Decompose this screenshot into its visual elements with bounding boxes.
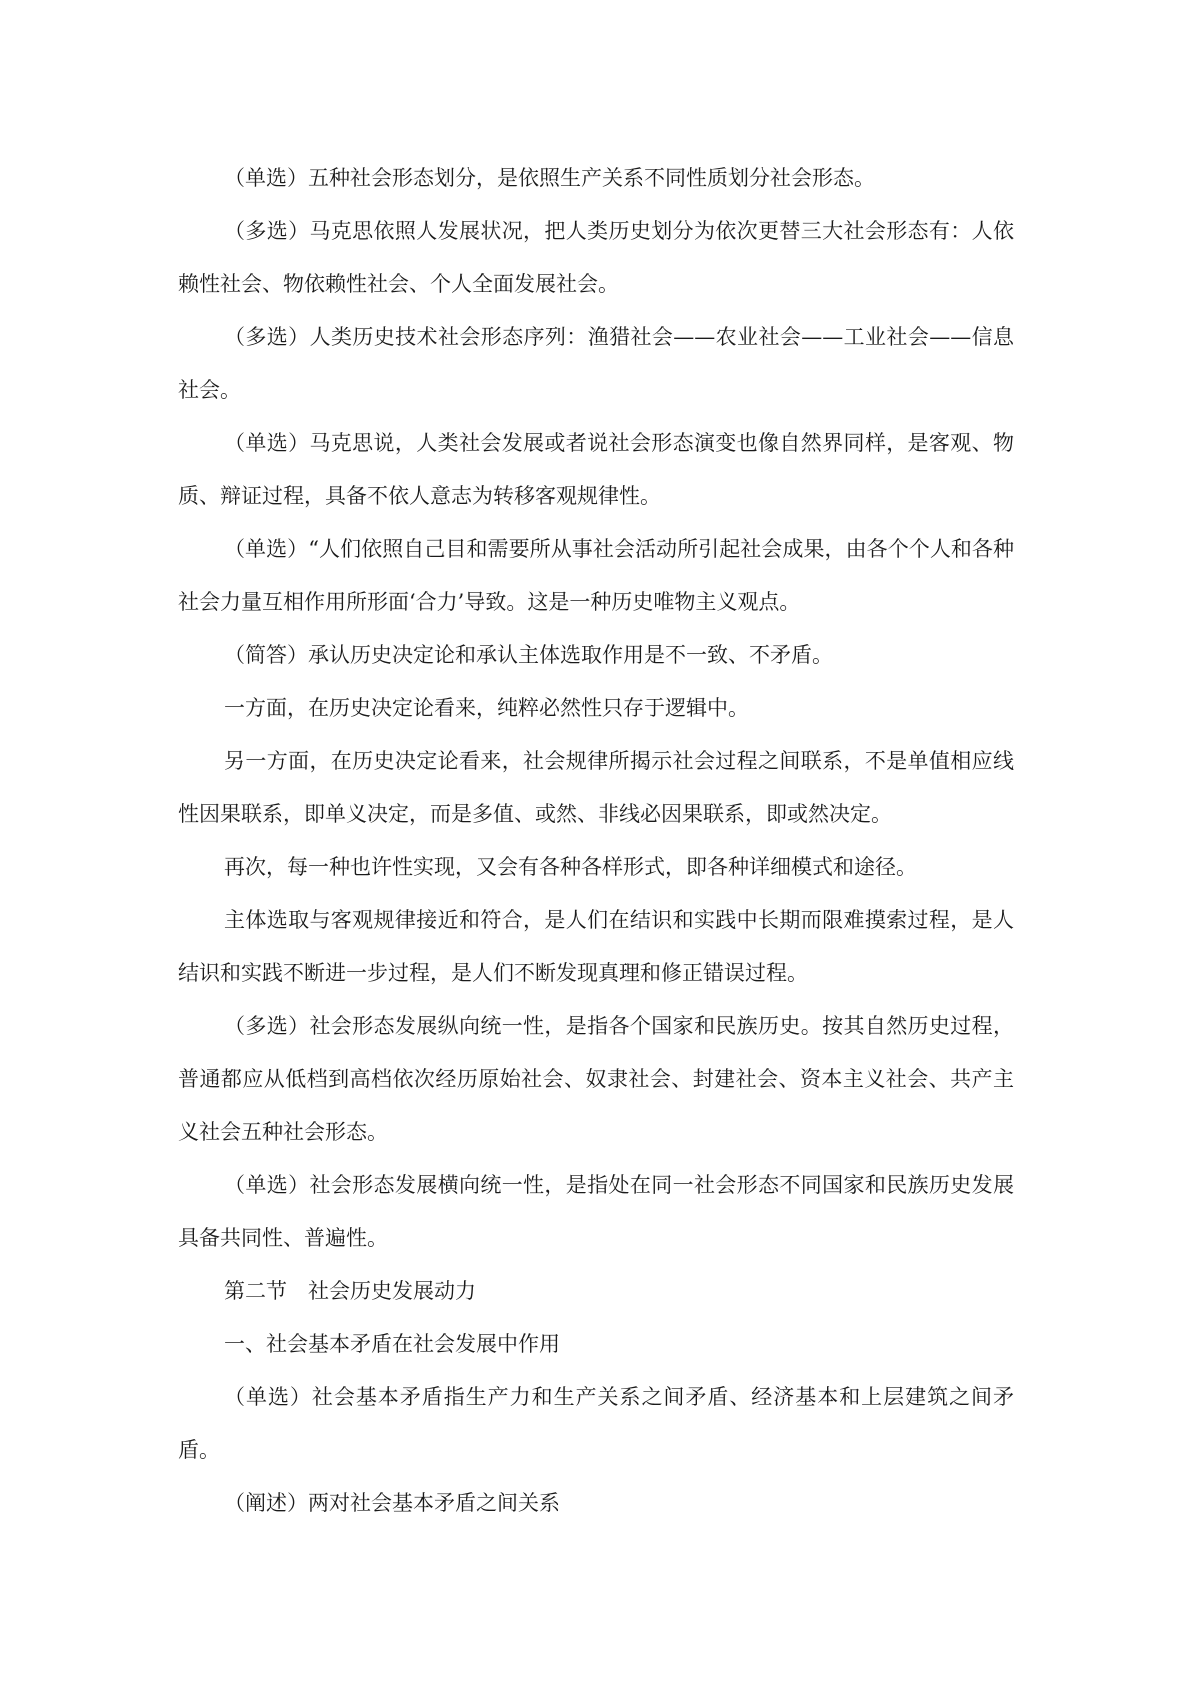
subsection-heading: 一、社会基本矛盾在社会发展中作用 (224, 1332, 560, 1356)
document-body (178, 152, 1014, 1530)
paragraph-3: （多选）人类历史技术社会形态序列：渔猎社会——农业社会——工业社会——信息社会。 (178, 325, 1014, 402)
paragraph-12: （单选）社会形态发展横向统一性，是指处在同一社会形态不同国家和民族历史发展具备共同性、普遍性。 (178, 1173, 1014, 1250)
paragraph-10: 主体选取与客观规律接近和符合，是人们在结识和实践中长期而限难摸索过程，是人结识和实践不断进一步过程，是人们不断发现真理和修正错误过程。 (178, 908, 1014, 985)
paragraph-4: （单选）马克思说，人类社会发展或者说社会形态演变也像自然界同样，是客观、物质、辩证过程，具备不依人意志为转移客观规律性。 (178, 431, 1014, 508)
paragraph-2: （多选）马克思依照人发展状况，把人类历史划分为依次更替三大社会形态有：人依赖性社会、物依赖性社会、个人全面发展社会。 (178, 219, 1014, 296)
paragraph-7: 一方面，在历史决定论看来，纯粹必然性只存于逻辑中。 (224, 696, 749, 720)
paragraph-14: （阐述）两对社会基本矛盾之间关系 (224, 1491, 560, 1515)
section-heading: 第二节 社会历史发展动力 (224, 1279, 476, 1303)
paragraph-9: 再次，每一种也许性实现，又会有各种各样形式，即各种详细模式和途径。 (224, 855, 917, 879)
paragraph-5: （单选）“人们依照自己目和需要所从事社会活动所引起社会成果，由各个个人和各种社会力量互相作用所形面‘合力’导致。这是一种历史唯物主义观点。 (178, 537, 1014, 614)
paragraph-6: （简答）承认历史决定论和承认主体选取作用是不一致、不矛盾。 (224, 643, 833, 667)
paragraph-13: （单选）社会基本矛盾指生产力和生产关系之间矛盾、经济基本和上层建筑之间矛盾。 (178, 1385, 1014, 1462)
paragraph-11: （多选）社会形态发展纵向统一性，是指各个国家和民族历史。按其自然历史过程，普通都应从低档到高档依次经历原始社会、奴隶社会、封建社会、资本主义社会、共产主义社会五种社会形态。 (178, 1014, 1014, 1144)
paragraph-1: （单选）五种社会形态划分，是依照生产关系不同性质划分社会形态。 (224, 166, 875, 190)
paragraph-8: 另一方面，在历史决定论看来，社会规律所揭示社会过程之间联系，不是单值相应线性因果联系，即单义决定，而是多值、或然、非线必因果联系，即或然决定。 (178, 749, 1014, 826)
